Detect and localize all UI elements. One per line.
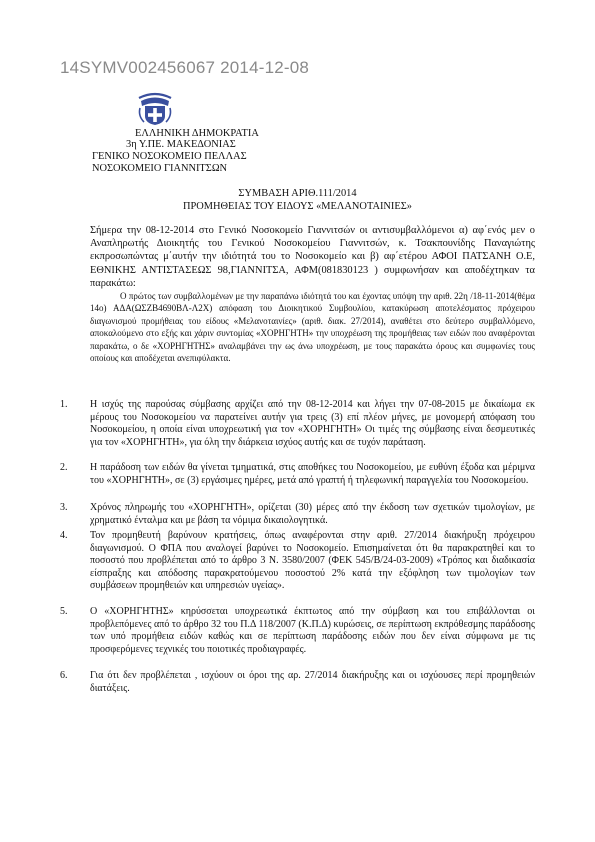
item-number: 5.: [60, 606, 68, 617]
contract-title: ΣΥΜΒΑΣΗ ΑΡΙΘ.111/2014: [238, 188, 357, 199]
item-number: 2.: [60, 462, 68, 473]
header-line-region: 3η Υ.ΠΕ. ΜΑΚΕΔΟΝΙΑΣ: [126, 139, 236, 150]
header-line-republic: ΕΛΛΗΝΙΚΗ ΔΗΜΟΚΡΑΤΙΑ: [135, 128, 259, 139]
item-number: 1.: [60, 399, 68, 410]
item-text: Η παράδοση των ειδών θα γίνεται τμηματικά, στις αποθήκες του Νοσοκομείου, με ευθύνη έξοδα και μέριμνα του «ΧΟΡΗΓΗΤΗ», σε (3) εργάσιμες ημέρες, μετά από γραπτή ή τηλεφωνική παραγγελία του Νοσοκομείου.: [90, 462, 535, 486]
item-text: Ο «ΧΟΡΗΓΗΤΗΣ» κηρύσσεται υποχρεωτικά έκπτωτος από την σύμβαση και του επιβάλλονται οι προβλεπόμενες από το άρθρο 32 του Π.Δ 118/2007 (Κ.Π.Δ) κυρώσεις, σε περίπτωση εκπρόθεσμης παράδοσης των υπό προμήθεια ειδών καθώς και σε περίπτωση παράδοσης ειδών που δεν είναι σύμφωνα με τις προσφερόμενες τεχνικές του ποιοτικές προδιαγραφές.: [90, 606, 535, 655]
item-text: Χρόνος πληρωμής του «ΧΟΡΗΓΗΤΗ», ορίζεται (30) μέρες από την έκδοση των σχετικών τιμολογίων, με χρηματικό ένταλμα και με βάση τα νόμιμα δικαιολογητικά.: [90, 502, 535, 526]
intro-paragraph: Σήμερα την 08-12-2014 στο Γενικό Νοσοκομείο Γιαννιτσών οι αντισυμβαλλόμενοι α) αφ΄ενός μεν ο Αναπληρωτής Διοικητής του Γενικού Νοσοκομείου Γιαννιτσών, κ. Τσακπουνίδης Παναγιώτης εκπροσωπώντας μ΄αυτήν την ιδιότητά του το Νοσοκομείο και β) αφ΄ετέρου ΑΦΟΙ ΠΑΤΣΑΝΗ Ο.Ε, ΕΘΝΙΚΗΣ ΑΝΤΙΣΤΑΣΕΩΣ 98,ΓΙΑΝΝΙΤΣΑ, ΑΦΜ(081830123 ) συμφωνήσαν και αποδέχτηκαν τα παρακάτω:: [90, 225, 535, 289]
item-number: 4.: [60, 530, 68, 541]
item-text: Για ότι δεν προβλέπεται , ισχύουν οι όροι της αρ. 27/2014 διακήρυξης και οι ισχύουσες περί προμηθειών διατάξεις.: [90, 670, 535, 694]
header-line-hospital: ΓΕΝΙΚΟ ΝΟΣΟΚΟΜΕΙΟ ΠΕΛΛΑΣ: [92, 151, 247, 162]
document-id-stamp: 14SYMV002456067 2014-12-08: [60, 58, 310, 77]
preamble-paragraph: Ο πρώτος των συμβαλλομένων με την παραπάνω ιδιότητά του και έχοντας υπόψη την αριθ. 22η /18-11-2014(θέμα 14ο) ΑΔΑ(ΩΣΖΒ4690ΒΛ-Λ2Χ) απόφαση του Διοικητικού Συμβουλίου, κατακύρωση αποτελέσματος πρόχειρου διαγωνισμού προμήθειας του είδους «Μελανοταινίες» (αριθ. διακ. 27/2014), αναθέτει στο δεύτερο συμβαλλόμενο, αποκαλούμενο στο εξής και χάριν συντομίας «ΧΟΡΗΓΗΤΗ» την υποχρέωση της προμήθειας των ειδών που αναφέρονται παρακάτω, ο δε «ΧΟΡΗΓΗΤΗΣ» αναλαμβάνει την ως άνω υποχρέωση, με τους παρακάτω όρους και συμφωνίες τους οποίους και αποδέχεται ανεπιφύλακτα.: [90, 291, 535, 364]
item-text: Η ισχύς της παρούσας σύμβασης αρχίζει από την 08-12-2014 και λήγει την 07-08-2015 με δικαίωμα εκ μέρους του Νοσοκομείου να παρατείνει αυτήν για τρεις (3) επί πλέον μήνες, με μονομερή απόφαση του Νοσοκομείου, η οποία είναι υποχρεωτική για τον «ΧΟΡΗΓΗΤΗ» Οι τιμές της σύμβασης είναι δεσμευτικές για τον «ΧΟΡΗΓΗΤΗ», για όλη την διάρκεια ισχύος αυτής και σε τυχόν παράταση.: [90, 399, 535, 448]
item-number: 6.: [60, 670, 68, 681]
item-text: Τον προμηθευτή βαρύνουν κρατήσεις, όπως αναφέρονται στην αριθ. 27/2014 διακήρυξη πρόχειρου διαγωνισμού. Ο ΦΠΑ που αναλογεί βαρύνει το Νοσοκομείο. Επισημαίνεται ότι θα παρακρατηθεί και το ποσοστό που προβλέπεται από το άρθρο 3 Ν. 3580/2007 (ΦΕΚ 545/Β/24-03-2009) «Τρόπος και διαδικασία είσπραξης και απόδοσης παρακρατούμενου ποσοστού 2% κατά την εξόφληση των τιμολογίων των συμβάσεων προμηθειών και υπηρεσιών υγείας».: [90, 530, 535, 592]
header-line-unit: ΝΟΣΟΚΟΜΕΙΟ ΓΙΑΝΝΙΤΣΩΝ: [92, 163, 228, 174]
greek-coat-of-arms-icon: [137, 92, 173, 126]
contract-subject: ΠΡΟΜΗΘΕΙΑΣ ΤΟΥ ΕΙΔΟΥΣ «ΜΕΛΑΝΟΤΑΙΝΙΕΣ»: [183, 201, 412, 212]
item-number: 3.: [60, 502, 68, 513]
